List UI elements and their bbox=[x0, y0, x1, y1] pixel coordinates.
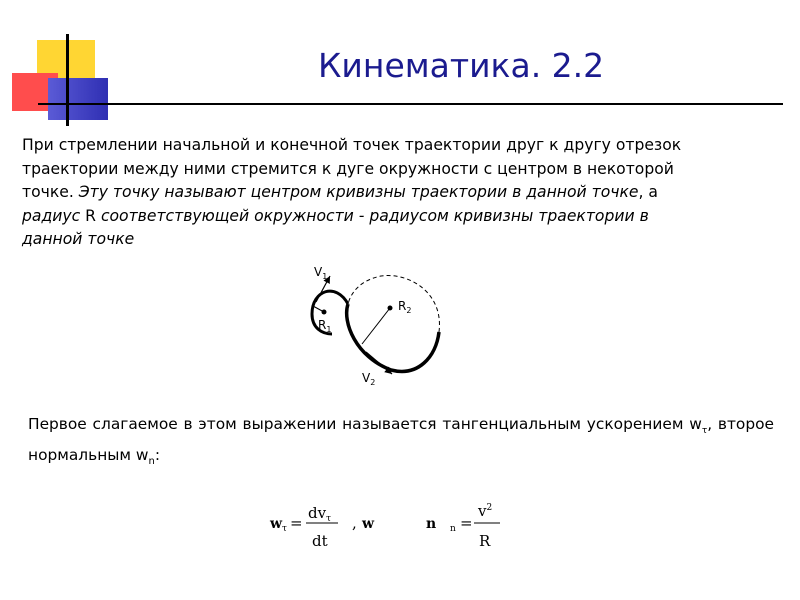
svg-text:v2 bbox=[477, 502, 492, 520]
formula-dv-sub: τ bbox=[326, 514, 332, 524]
curvature-figure bbox=[296, 262, 456, 392]
large-dashed-arc bbox=[348, 275, 439, 332]
acceleration-formula bbox=[268, 498, 528, 558]
trajectory-arc bbox=[347, 304, 439, 371]
formula-n-sub: n bbox=[450, 524, 456, 534]
tau-subscript: τ bbox=[701, 426, 708, 437]
paragraph-acceleration-terms bbox=[28, 412, 774, 474]
formula-v-sup: 2 bbox=[486, 503, 493, 513]
formula-eq1: = bbox=[290, 514, 303, 532]
para1-italic-2b: соответствующей окружности - радиусом кривизны траектории в данной точке bbox=[22, 206, 649, 248]
decor-blue-square bbox=[48, 78, 108, 120]
r1-sub: 1 bbox=[326, 325, 332, 334]
r1-radius-line bbox=[313, 306, 324, 312]
v1-label: V bbox=[314, 265, 323, 279]
formula-R: R bbox=[479, 532, 491, 550]
r2-sub: 2 bbox=[406, 306, 412, 315]
title-underline bbox=[38, 103, 783, 105]
svg-text:dvτ bbox=[308, 504, 331, 524]
paragraph-curvature-definition bbox=[22, 134, 782, 252]
r1-label: R bbox=[318, 318, 327, 332]
slide-title: Кинематика. 2.2 bbox=[318, 46, 605, 85]
para1-text-1: При стремлении начальной и конечной точек траектории друг к другу отрезок траектории между ними стремится к дуге окружности с центром в некоторой точке. bbox=[22, 136, 682, 201]
para1-italic-2a: радиус bbox=[22, 206, 86, 225]
formula-tau: τ bbox=[282, 524, 287, 534]
para1-italic-1: Эту точку называют центром кривизны траектории в данной точке bbox=[78, 183, 639, 201]
formula-dt: dt bbox=[312, 532, 328, 550]
formula-dv: dv bbox=[308, 504, 327, 522]
v1-sub: 1 bbox=[322, 272, 328, 281]
r2-radius-line bbox=[362, 308, 390, 344]
w-n-symbol: w bbox=[135, 446, 149, 465]
svg-text:R1 bbox=[318, 318, 331, 334]
v2-sub: 2 bbox=[370, 378, 376, 387]
para1-r-letter: R bbox=[85, 206, 96, 225]
decor-vertical-line bbox=[66, 34, 69, 126]
formula-eq2: = bbox=[460, 514, 473, 532]
n-subscript: n bbox=[148, 456, 155, 468]
svg-text:V2 bbox=[362, 371, 375, 387]
r2-label: R bbox=[398, 299, 407, 313]
v2-label: V bbox=[362, 371, 371, 385]
svg-text:R2 bbox=[398, 299, 411, 315]
formula-w2: w bbox=[362, 516, 375, 532]
para2-text-2: , второе нормальным bbox=[28, 415, 774, 465]
formula-n: n bbox=[426, 516, 437, 532]
para1-text-2: , а bbox=[638, 183, 658, 201]
para2-text-3: : bbox=[154, 446, 161, 465]
formula-comma: , bbox=[352, 514, 357, 532]
svg-text:V1 bbox=[314, 265, 327, 281]
para2-text-1: Первое слагаемое в этом выражении называется тангенциальным ускорением bbox=[28, 415, 690, 433]
w-tau-symbol: w bbox=[689, 415, 702, 433]
formula-v: v bbox=[478, 502, 487, 520]
formula-w1: w bbox=[270, 516, 283, 532]
